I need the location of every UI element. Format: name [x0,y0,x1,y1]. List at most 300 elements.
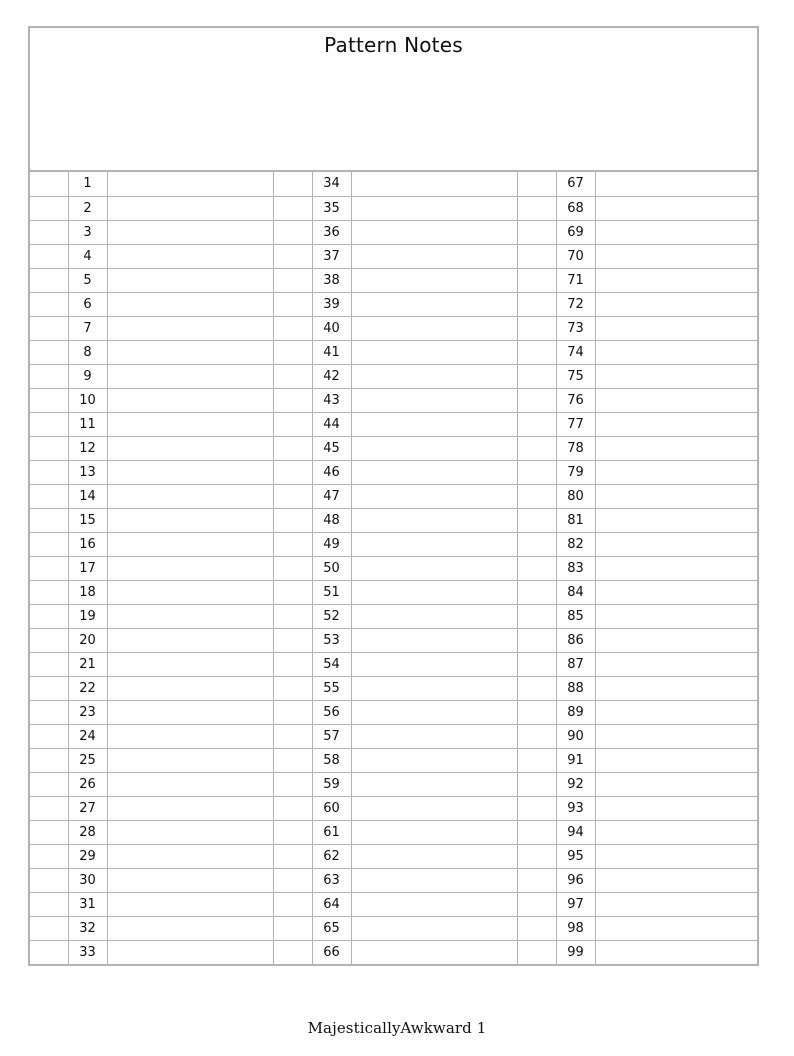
note-entry-cell[interactable] [595,508,757,532]
row-number-cell: 44 [312,412,351,436]
row-number-cell: 22 [68,676,107,700]
check-box-cell[interactable] [30,628,68,652]
check-box-cell[interactable] [517,508,556,532]
check-box-cell[interactable] [273,196,312,220]
row-number-cell: 26 [68,772,107,796]
check-box-cell[interactable] [517,268,556,292]
check-box-cell[interactable] [273,940,312,964]
check-box-cell[interactable] [517,364,556,388]
note-entry-cell[interactable] [107,244,273,268]
grid-row [30,796,757,820]
check-box-cell[interactable] [517,292,556,316]
check-box-cell[interactable] [517,460,556,484]
check-box-cell[interactable] [273,364,312,388]
row-number-cell: 17 [68,556,107,580]
check-box-cell[interactable] [273,460,312,484]
row-number-cell: 84 [556,580,595,604]
row-number-cell: 76 [556,388,595,412]
row-number-cell: 89 [556,700,595,724]
note-entry-cell[interactable] [595,844,757,868]
grid-body [30,172,757,964]
check-box-cell[interactable] [517,628,556,652]
check-box-cell[interactable] [30,724,68,748]
check-box-cell[interactable] [30,820,68,844]
note-entry-cell[interactable] [595,580,757,604]
note-entry-cell[interactable] [107,940,273,964]
row-number-cell: 53 [312,628,351,652]
note-entry-cell[interactable] [351,292,517,316]
grid-row [30,268,757,292]
check-box-cell[interactable] [30,484,68,508]
check-box-cell[interactable] [273,412,312,436]
row-number-cell: 40 [312,316,351,340]
check-box-cell[interactable] [517,676,556,700]
grid-row [30,844,757,868]
check-box-cell[interactable] [30,316,68,340]
note-entry-cell[interactable] [107,580,273,604]
note-entry-cell[interactable] [351,268,517,292]
row-number-cell: 78 [556,436,595,460]
note-entry-cell[interactable] [107,172,273,196]
check-box-cell[interactable] [273,724,312,748]
check-box-cell[interactable] [273,484,312,508]
check-box-cell[interactable] [273,772,312,796]
row-number-cell: 93 [556,796,595,820]
check-box-cell[interactable] [30,940,68,964]
note-entry-cell[interactable] [595,244,757,268]
grid-row [30,748,757,772]
row-number-cell: 73 [556,316,595,340]
row-number-cell: 34 [312,172,351,196]
row-number-cell: 54 [312,652,351,676]
note-entry-cell[interactable] [595,916,757,940]
check-box-cell[interactable] [273,892,312,916]
check-box-cell[interactable] [30,556,68,580]
note-entry-cell[interactable] [595,172,757,196]
note-entry-cell[interactable] [351,652,517,676]
note-entry-cell[interactable] [351,196,517,220]
check-box-cell[interactable] [273,268,312,292]
row-number-cell: 47 [312,484,351,508]
check-box-cell[interactable] [517,436,556,460]
grid-row [30,652,757,676]
row-number-cell: 6 [68,292,107,316]
check-box-cell[interactable] [30,364,68,388]
check-box-cell[interactable] [273,868,312,892]
row-number-cell: 36 [312,220,351,244]
note-entry-cell[interactable] [107,220,273,244]
check-box-cell[interactable] [30,220,68,244]
row-number-cell: 90 [556,724,595,748]
row-number-cell: 2 [68,196,107,220]
note-entry-cell[interactable] [107,436,273,460]
note-entry-cell[interactable] [595,412,757,436]
check-box-cell[interactable] [273,220,312,244]
note-entry-cell[interactable] [351,172,517,196]
check-box-cell[interactable] [517,796,556,820]
check-box-cell[interactable] [517,940,556,964]
check-box-cell[interactable] [273,916,312,940]
check-box-cell[interactable] [517,220,556,244]
grid-row [30,676,757,700]
check-box-cell[interactable] [30,676,68,700]
note-entry-cell[interactable] [107,916,273,940]
note-entry-cell[interactable] [595,748,757,772]
check-box-cell[interactable] [273,676,312,700]
row-number-cell: 29 [68,844,107,868]
row-number-cell: 65 [312,916,351,940]
note-entry-cell[interactable] [107,460,273,484]
check-box-cell[interactable] [273,700,312,724]
note-entry-cell[interactable] [595,676,757,700]
note-entry-cell[interactable] [107,316,273,340]
check-box-cell[interactable] [517,580,556,604]
row-number-cell: 33 [68,940,107,964]
row-number-cell: 43 [312,388,351,412]
check-box-cell[interactable] [30,868,68,892]
check-box-cell[interactable] [30,388,68,412]
note-entry-cell[interactable] [351,316,517,340]
note-entry-cell[interactable] [351,556,517,580]
note-entry-cell[interactable] [595,460,757,484]
row-number-cell: 59 [312,772,351,796]
note-entry-cell[interactable] [107,604,273,628]
check-box-cell[interactable] [30,508,68,532]
note-entry-cell[interactable] [595,484,757,508]
row-number-cell: 18 [68,580,107,604]
note-entry-cell[interactable] [351,868,517,892]
row-number-cell: 88 [556,676,595,700]
row-number-cell: 45 [312,436,351,460]
check-box-cell[interactable] [30,196,68,220]
note-entry-cell[interactable] [351,484,517,508]
check-box-cell[interactable] [273,244,312,268]
row-number-cell: 58 [312,748,351,772]
check-box-cell[interactable] [517,892,556,916]
row-number-cell: 20 [68,628,107,652]
check-box-cell[interactable] [30,172,68,196]
note-entry-cell[interactable] [351,676,517,700]
row-number-cell: 55 [312,676,351,700]
note-entry-cell[interactable] [351,820,517,844]
note-entry-cell[interactable] [595,196,757,220]
check-box-cell[interactable] [517,412,556,436]
grid-row [30,292,757,316]
grid-row [30,340,757,364]
row-number-cell: 92 [556,772,595,796]
note-entry-cell[interactable] [107,772,273,796]
check-box-cell[interactable] [30,268,68,292]
check-box-cell[interactable] [517,316,556,340]
check-box-cell[interactable] [517,820,556,844]
note-entry-cell[interactable] [351,508,517,532]
grid-row [30,700,757,724]
row-number-cell: 42 [312,364,351,388]
grid-row [30,364,757,388]
note-entry-cell[interactable] [107,388,273,412]
grid-row [30,628,757,652]
row-number-cell: 91 [556,748,595,772]
note-entry-cell[interactable] [107,292,273,316]
note-entry-cell[interactable] [351,700,517,724]
note-entry-cell[interactable] [107,796,273,820]
check-box-cell[interactable] [273,604,312,628]
row-number-cell: 46 [312,460,351,484]
check-box-cell[interactable] [517,652,556,676]
note-entry-cell[interactable] [107,268,273,292]
check-box-cell[interactable] [517,532,556,556]
check-box-cell[interactable] [273,172,312,196]
check-box-cell[interactable] [517,916,556,940]
check-box-cell[interactable] [517,172,556,196]
grid-row [30,460,757,484]
note-entry-cell[interactable] [595,268,757,292]
note-entry-cell[interactable] [107,724,273,748]
note-entry-cell[interactable] [595,820,757,844]
note-entry-cell[interactable] [351,628,517,652]
note-entry-cell[interactable] [351,892,517,916]
note-entry-cell[interactable] [107,484,273,508]
note-entry-cell[interactable] [595,628,757,652]
check-box-cell[interactable] [30,748,68,772]
check-box-cell[interactable] [30,652,68,676]
row-number-cell: 96 [556,868,595,892]
row-number-cell: 15 [68,508,107,532]
row-number-cell: 38 [312,268,351,292]
row-number-cell: 35 [312,196,351,220]
grid-row [30,916,757,940]
row-number-cell: 75 [556,364,595,388]
check-box-cell[interactable] [273,532,312,556]
check-box-cell[interactable] [517,724,556,748]
check-box-cell[interactable] [517,748,556,772]
row-number-cell: 83 [556,556,595,580]
note-entry-cell[interactable] [107,700,273,724]
note-entry-cell[interactable] [595,868,757,892]
row-number-cell: 95 [556,844,595,868]
note-entry-cell[interactable] [595,940,757,964]
note-entry-cell[interactable] [107,868,273,892]
row-number-cell: 74 [556,340,595,364]
note-entry-cell[interactable] [107,628,273,652]
row-number-cell: 3 [68,220,107,244]
check-box-cell[interactable] [30,844,68,868]
check-box-cell[interactable] [30,892,68,916]
check-box-cell[interactable] [517,556,556,580]
note-entry-cell[interactable] [107,364,273,388]
note-entry-cell[interactable] [107,508,273,532]
note-entry-cell[interactable] [351,412,517,436]
grid-row [30,172,757,196]
row-number-cell: 57 [312,724,351,748]
row-number-cell: 48 [312,508,351,532]
note-entry-cell[interactable] [595,652,757,676]
note-entry-cell[interactable] [351,940,517,964]
notes-header-box [30,28,757,172]
check-box-cell[interactable] [30,532,68,556]
note-entry-cell[interactable] [351,772,517,796]
note-entry-cell[interactable] [595,532,757,556]
check-box-cell[interactable] [517,340,556,364]
note-entry-cell[interactable] [351,604,517,628]
note-entry-cell[interactable] [351,364,517,388]
page-title: Pattern Notes [324,33,463,57]
check-box-cell[interactable] [517,388,556,412]
note-entry-cell[interactable] [351,724,517,748]
note-entry-cell[interactable] [107,196,273,220]
note-entry-cell[interactable] [595,604,757,628]
row-number-cell: 14 [68,484,107,508]
check-box-cell[interactable] [273,844,312,868]
note-entry-cell[interactable] [595,796,757,820]
check-box-cell[interactable] [273,316,312,340]
note-entry-cell[interactable] [595,388,757,412]
check-box-cell[interactable] [30,580,68,604]
check-box-cell[interactable] [517,484,556,508]
row-number-cell: 86 [556,628,595,652]
row-number-cell: 50 [312,556,351,580]
note-entry-cell[interactable] [351,916,517,940]
check-box-cell[interactable] [273,292,312,316]
check-box-cell[interactable] [517,868,556,892]
check-box-cell[interactable] [30,700,68,724]
row-number-cell: 87 [556,652,595,676]
note-entry-cell[interactable] [595,772,757,796]
note-entry-cell[interactable] [107,892,273,916]
note-entry-cell[interactable] [595,340,757,364]
grid-row [30,556,757,580]
check-box-cell[interactable] [30,412,68,436]
row-number-cell: 64 [312,892,351,916]
row-number-cell: 27 [68,796,107,820]
row-number-cell: 39 [312,292,351,316]
note-entry-cell[interactable] [595,364,757,388]
check-box-cell[interactable] [273,388,312,412]
grid-row [30,388,757,412]
row-number-cell: 49 [312,532,351,556]
check-box-cell[interactable] [273,820,312,844]
note-entry-cell[interactable] [107,820,273,844]
grid-row [30,244,757,268]
check-box-cell[interactable] [273,556,312,580]
check-box-cell[interactable] [30,796,68,820]
row-number-cell: 80 [556,484,595,508]
check-box-cell[interactable] [517,604,556,628]
check-box-cell[interactable] [30,604,68,628]
row-number-cell: 11 [68,412,107,436]
note-entry-cell[interactable] [351,748,517,772]
check-box-cell[interactable] [30,292,68,316]
note-entry-cell[interactable] [351,460,517,484]
note-entry-cell[interactable] [351,388,517,412]
note-entry-cell[interactable] [107,676,273,700]
note-entry-cell[interactable] [351,532,517,556]
row-number-cell: 51 [312,580,351,604]
row-number-cell: 32 [68,916,107,940]
row-number-cell: 77 [556,412,595,436]
note-entry-cell[interactable] [351,580,517,604]
row-number-cell: 98 [556,916,595,940]
row-number-cell: 66 [312,940,351,964]
check-box-cell[interactable] [273,436,312,460]
note-entry-cell[interactable] [595,316,757,340]
check-box-cell[interactable] [273,340,312,364]
check-box-cell[interactable] [30,916,68,940]
note-entry-cell[interactable] [107,340,273,364]
note-entry-cell[interactable] [595,436,757,460]
note-entry-cell[interactable] [595,292,757,316]
footer-credit: MajesticallyAwkward 1 [307,1019,487,1037]
check-box-cell[interactable] [30,460,68,484]
note-entry-cell[interactable] [351,796,517,820]
row-number-cell: 60 [312,796,351,820]
grid-row [30,772,757,796]
row-number-cell: 7 [68,316,107,340]
row-number-cell: 13 [68,460,107,484]
check-box-cell[interactable] [273,580,312,604]
row-number-cell: 82 [556,532,595,556]
note-entry-cell[interactable] [107,748,273,772]
check-box-cell[interactable] [517,700,556,724]
check-box-cell[interactable] [30,772,68,796]
note-entry-cell[interactable] [595,220,757,244]
row-number-cell: 4 [68,244,107,268]
check-box-cell[interactable] [273,748,312,772]
note-entry-cell[interactable] [107,412,273,436]
note-entry-cell[interactable] [351,220,517,244]
check-box-cell[interactable] [273,508,312,532]
row-number-cell: 79 [556,460,595,484]
note-entry-cell[interactable] [351,340,517,364]
note-entry-cell[interactable] [107,532,273,556]
check-box-cell[interactable] [517,772,556,796]
check-box-cell[interactable] [273,628,312,652]
row-number-cell: 61 [312,820,351,844]
note-entry-cell[interactable] [595,724,757,748]
check-box-cell[interactable] [517,196,556,220]
grid-row [30,820,757,844]
check-box-cell[interactable] [30,436,68,460]
note-entry-cell[interactable] [107,844,273,868]
row-number-cell: 23 [68,700,107,724]
note-entry-cell[interactable] [595,892,757,916]
note-entry-cell[interactable] [107,652,273,676]
check-box-cell[interactable] [273,796,312,820]
grid-row [30,604,757,628]
row-number-cell: 9 [68,364,107,388]
row-number-cell: 94 [556,820,595,844]
row-number-cell: 97 [556,892,595,916]
note-entry-cell[interactable] [351,436,517,460]
grid-row [30,868,757,892]
note-entry-cell[interactable] [107,556,273,580]
pattern-notes-sheet [28,26,759,966]
check-box-cell[interactable] [517,244,556,268]
note-entry-cell[interactable] [595,556,757,580]
note-entry-cell[interactable] [595,700,757,724]
row-counter-grid [30,172,757,964]
grid-row [30,436,757,460]
check-box-cell[interactable] [30,340,68,364]
row-number-cell: 19 [68,604,107,628]
row-number-cell: 8 [68,340,107,364]
check-box-cell[interactable] [273,652,312,676]
check-box-cell[interactable] [30,244,68,268]
note-entry-cell[interactable] [351,244,517,268]
row-number-cell: 81 [556,508,595,532]
check-box-cell[interactable] [517,844,556,868]
note-entry-cell[interactable] [351,844,517,868]
